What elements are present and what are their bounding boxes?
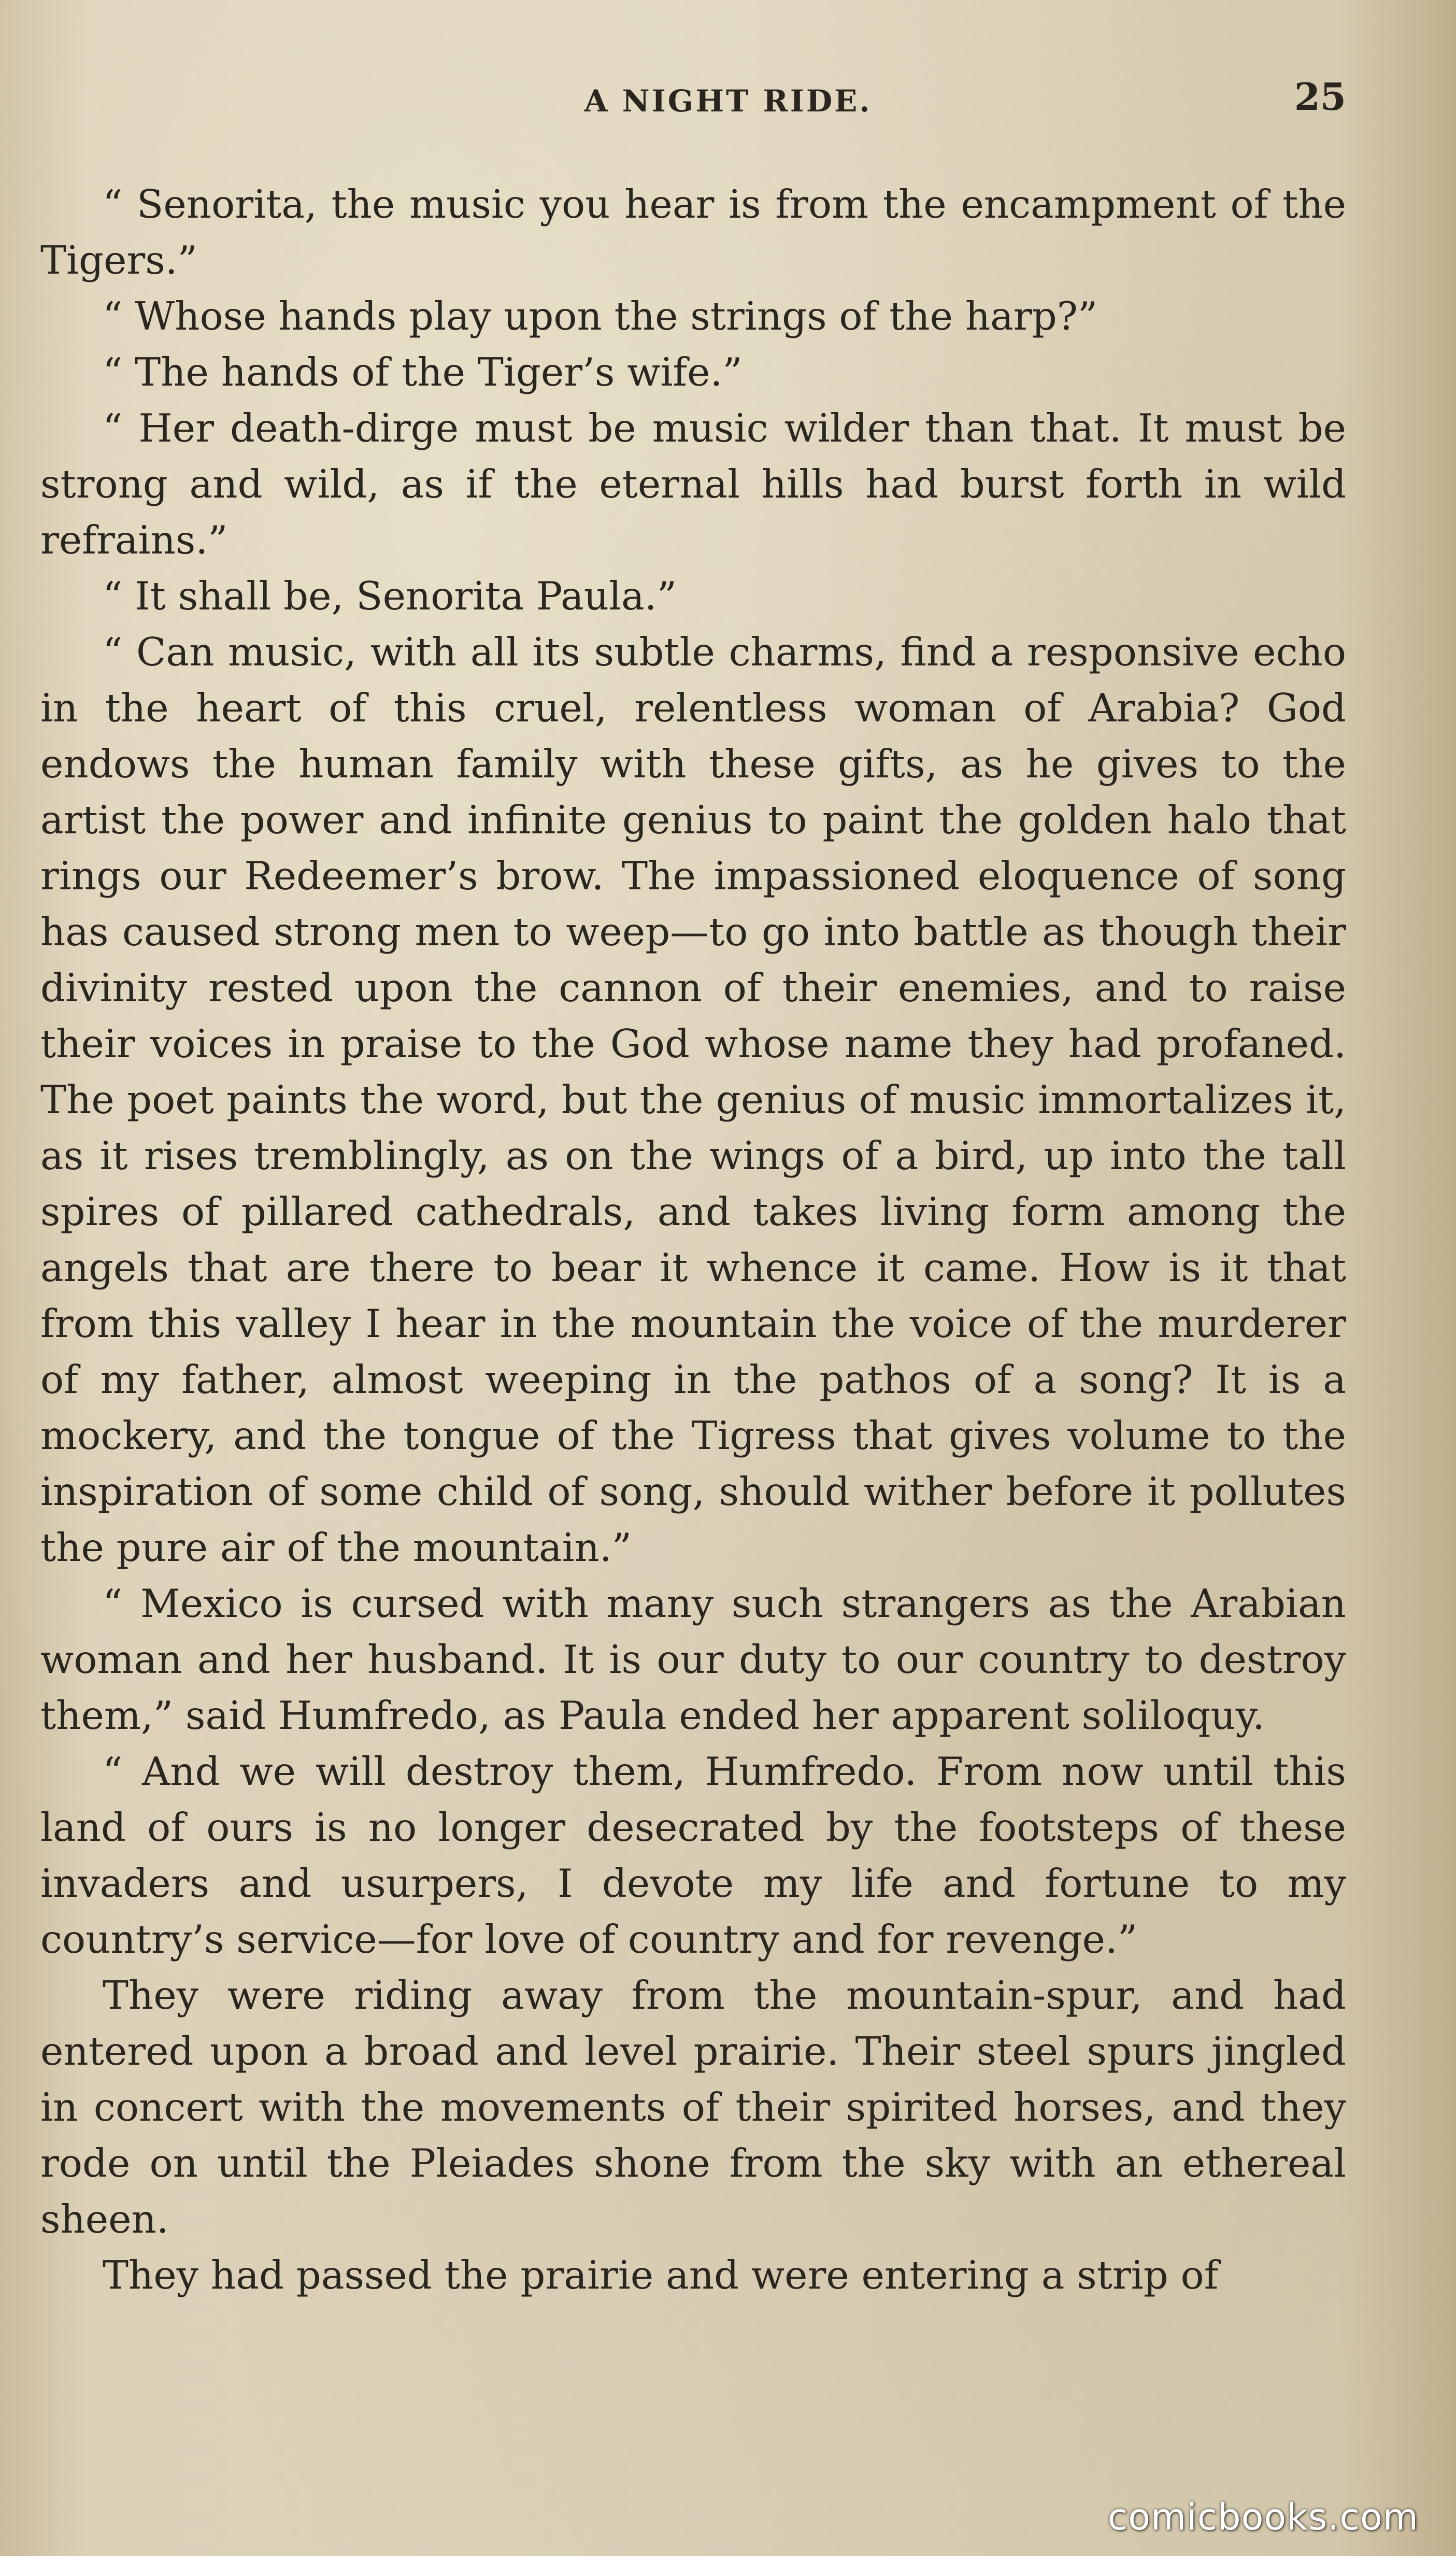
- paragraph: “ It shall be, Senorita Paula.”: [103, 573, 677, 619]
- paragraph: “ Whose hands play upon the strings of the harp?”: [103, 293, 1098, 339]
- body-text: [40, 176, 1346, 2303]
- running-title: A NIGHT RIDE.: [584, 83, 872, 119]
- page-number: 25: [1294, 75, 1346, 119]
- paragraph: “ Senorita, the music you hear is from the encampment of the Tigers.”: [40, 181, 1346, 283]
- paragraph: “ The hands of the Tiger’s wife.”: [103, 349, 743, 395]
- paragraph: They were riding away from the mountain-spur, and had entered upon a broad and level prairie. Their steel spurs jingled in concert with the movements of their spirited horses, and they rode on until the Pleiades shone from the sky with an ethereal sheen.: [40, 1972, 1346, 2242]
- paragraph: “ Her death-dirge must be music wilder than that. It must be strong and wild, as if the eternal hills had burst forth in wild refrains.”: [40, 405, 1346, 563]
- paragraph: “ Can music, with all its subtle charms, find a responsive echo in the heart of this cruel, relentless woman of Arabia? God endows the human family with these gifts, as he gives to the artist the power and infinite genius to paint the golden halo that rings our Redeemer’s brow. The impassioned eloquence of song has caused strong men to weep—to go into battle as though their divinity rested upon the cannon of their enemies, and to raise their voices in praise to the God whose name they had profaned. The poet paints the word, but the genius of music immortalizes it, as it rises tremblingly, as on the wings of a bird, up into the tall spires of pillared cathedrals, and takes living form among the angels that are there to bear it whence it came. How is it that from this valley I hear in the mountain the voice of the murderer of my father, almost weeping in the pathos of a song? It is a mockery, and the tongue of the Tigress that gives volume to the inspiration of some child of song, should wither before it pollutes the pure air of the mountain.”: [40, 629, 1346, 1570]
- paragraph: “ And we will destroy them, Humfredo. From now until this land of ours is no longer desecrated by the footsteps of these invaders and usurpers, I devote my life and fortune to my country’s service—for love of country and for revenge.”: [40, 1749, 1346, 1962]
- watermark-text: comicbooks.com: [1107, 2496, 1419, 2538]
- paragraph: “ Mexico is cursed with many such strangers as the Arabian woman and her husband. It is our duty to our country to destroy them,” said Humfredo, as Paula ended her apparent soliloquy.: [40, 1581, 1346, 1738]
- running-head: [0, 75, 1456, 124]
- paragraph: They had passed the prairie and were entering a strip of: [103, 2252, 1219, 2298]
